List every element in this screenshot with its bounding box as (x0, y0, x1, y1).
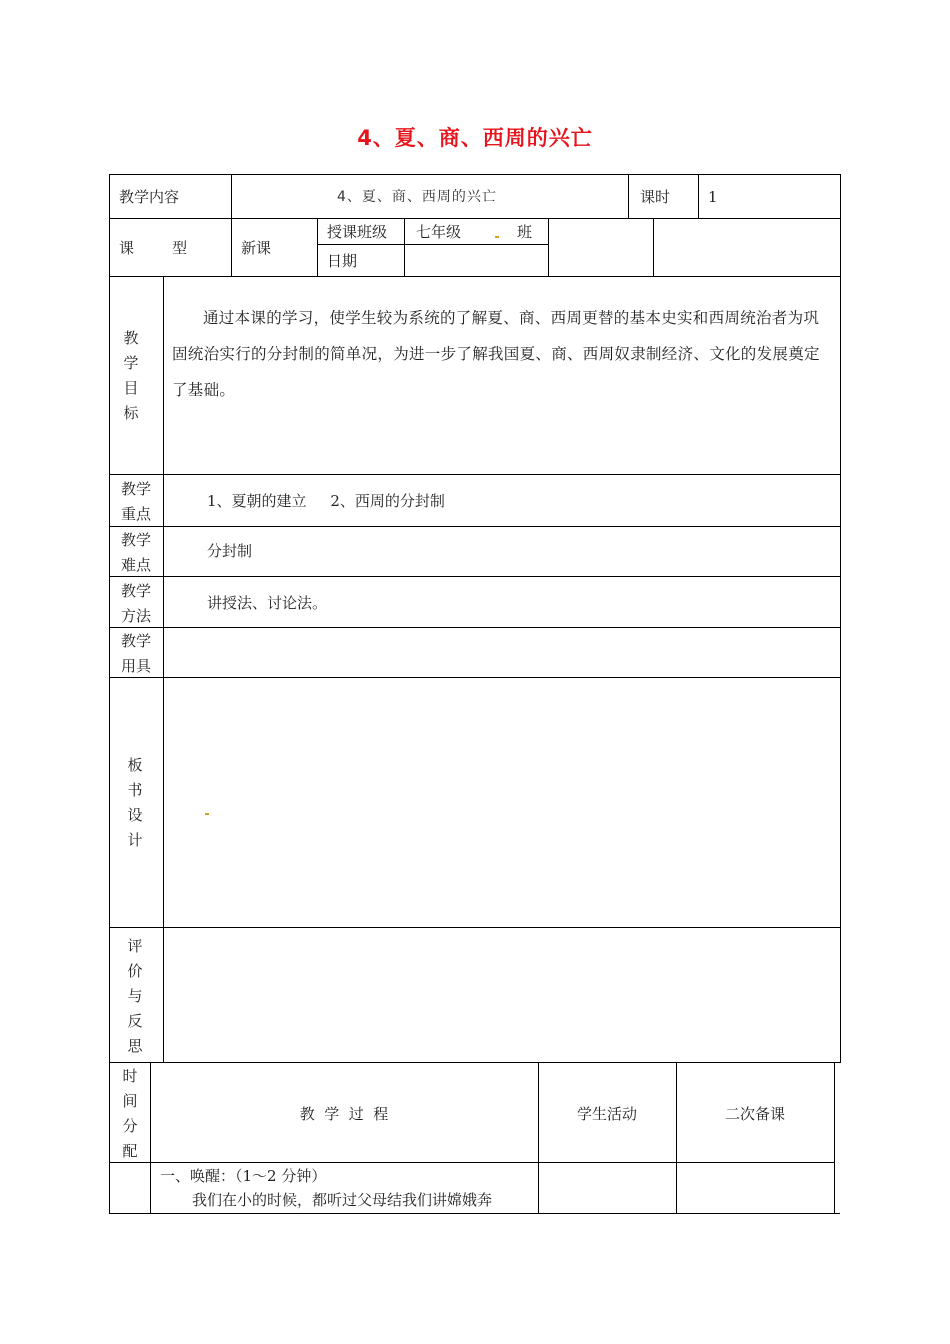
methods-label: 教学 方法 (120, 582, 151, 625)
scan-mark (495, 236, 499, 238)
time-header: 时 间 分 配 (122, 1067, 138, 1160)
class-grade: 七年级 (416, 223, 462, 241)
period-label: 课时 (640, 188, 671, 206)
period-value: 1 (708, 188, 718, 206)
class-suffix: 班 (517, 223, 533, 241)
content-label: 教学内容 (119, 188, 180, 206)
tools-label: 教学 用具 (120, 632, 151, 675)
type-label: 课 型 (119, 239, 188, 257)
key-points-label: 教学 重点 (120, 480, 151, 523)
step1-title: 一、唤醒：（1～2 分钟） (160, 1167, 327, 1185)
secondary-header: 二次备课 (724, 1105, 785, 1123)
process-header: 教 学 过 程 (299, 1105, 389, 1123)
reflection-label: 评 价 与 反 思 (127, 937, 143, 1055)
difficulties-value: 分封制 (207, 542, 253, 560)
type-value: 新课 (241, 239, 272, 257)
student-header: 学生活动 (576, 1105, 637, 1123)
goals-label: 教 学 目 标 (123, 329, 139, 422)
difficulties-label: 教学 难点 (120, 531, 151, 574)
board-label: 板 书 设 计 (127, 756, 143, 849)
document-title: 4、夏、商、西周的兴亡 (357, 126, 593, 150)
goals-text: 通过本课的学习，使学生较为系统的了解夏、商、西周更替的基本史实和西周统治者为巩固统治实行的分封制的简单况，为进一步了解我国夏、商、西周奴隶制经济、文化的发展奠定了基础。 (172, 309, 820, 399)
date-label: 日期 (327, 252, 358, 270)
step1-text: 我们在小的时候，都听过父母结我们讲嫦娥奔 (192, 1191, 493, 1209)
content-value: 4、夏、商、西周的兴亡 (337, 189, 497, 205)
methods-value: 讲授法、讨论法。 (207, 594, 328, 612)
scan-mark (205, 813, 209, 815)
class-label: 授课班级 (327, 223, 388, 241)
key-points-value: 1、夏朝的建立 2、西周的分封制 (207, 492, 445, 510)
